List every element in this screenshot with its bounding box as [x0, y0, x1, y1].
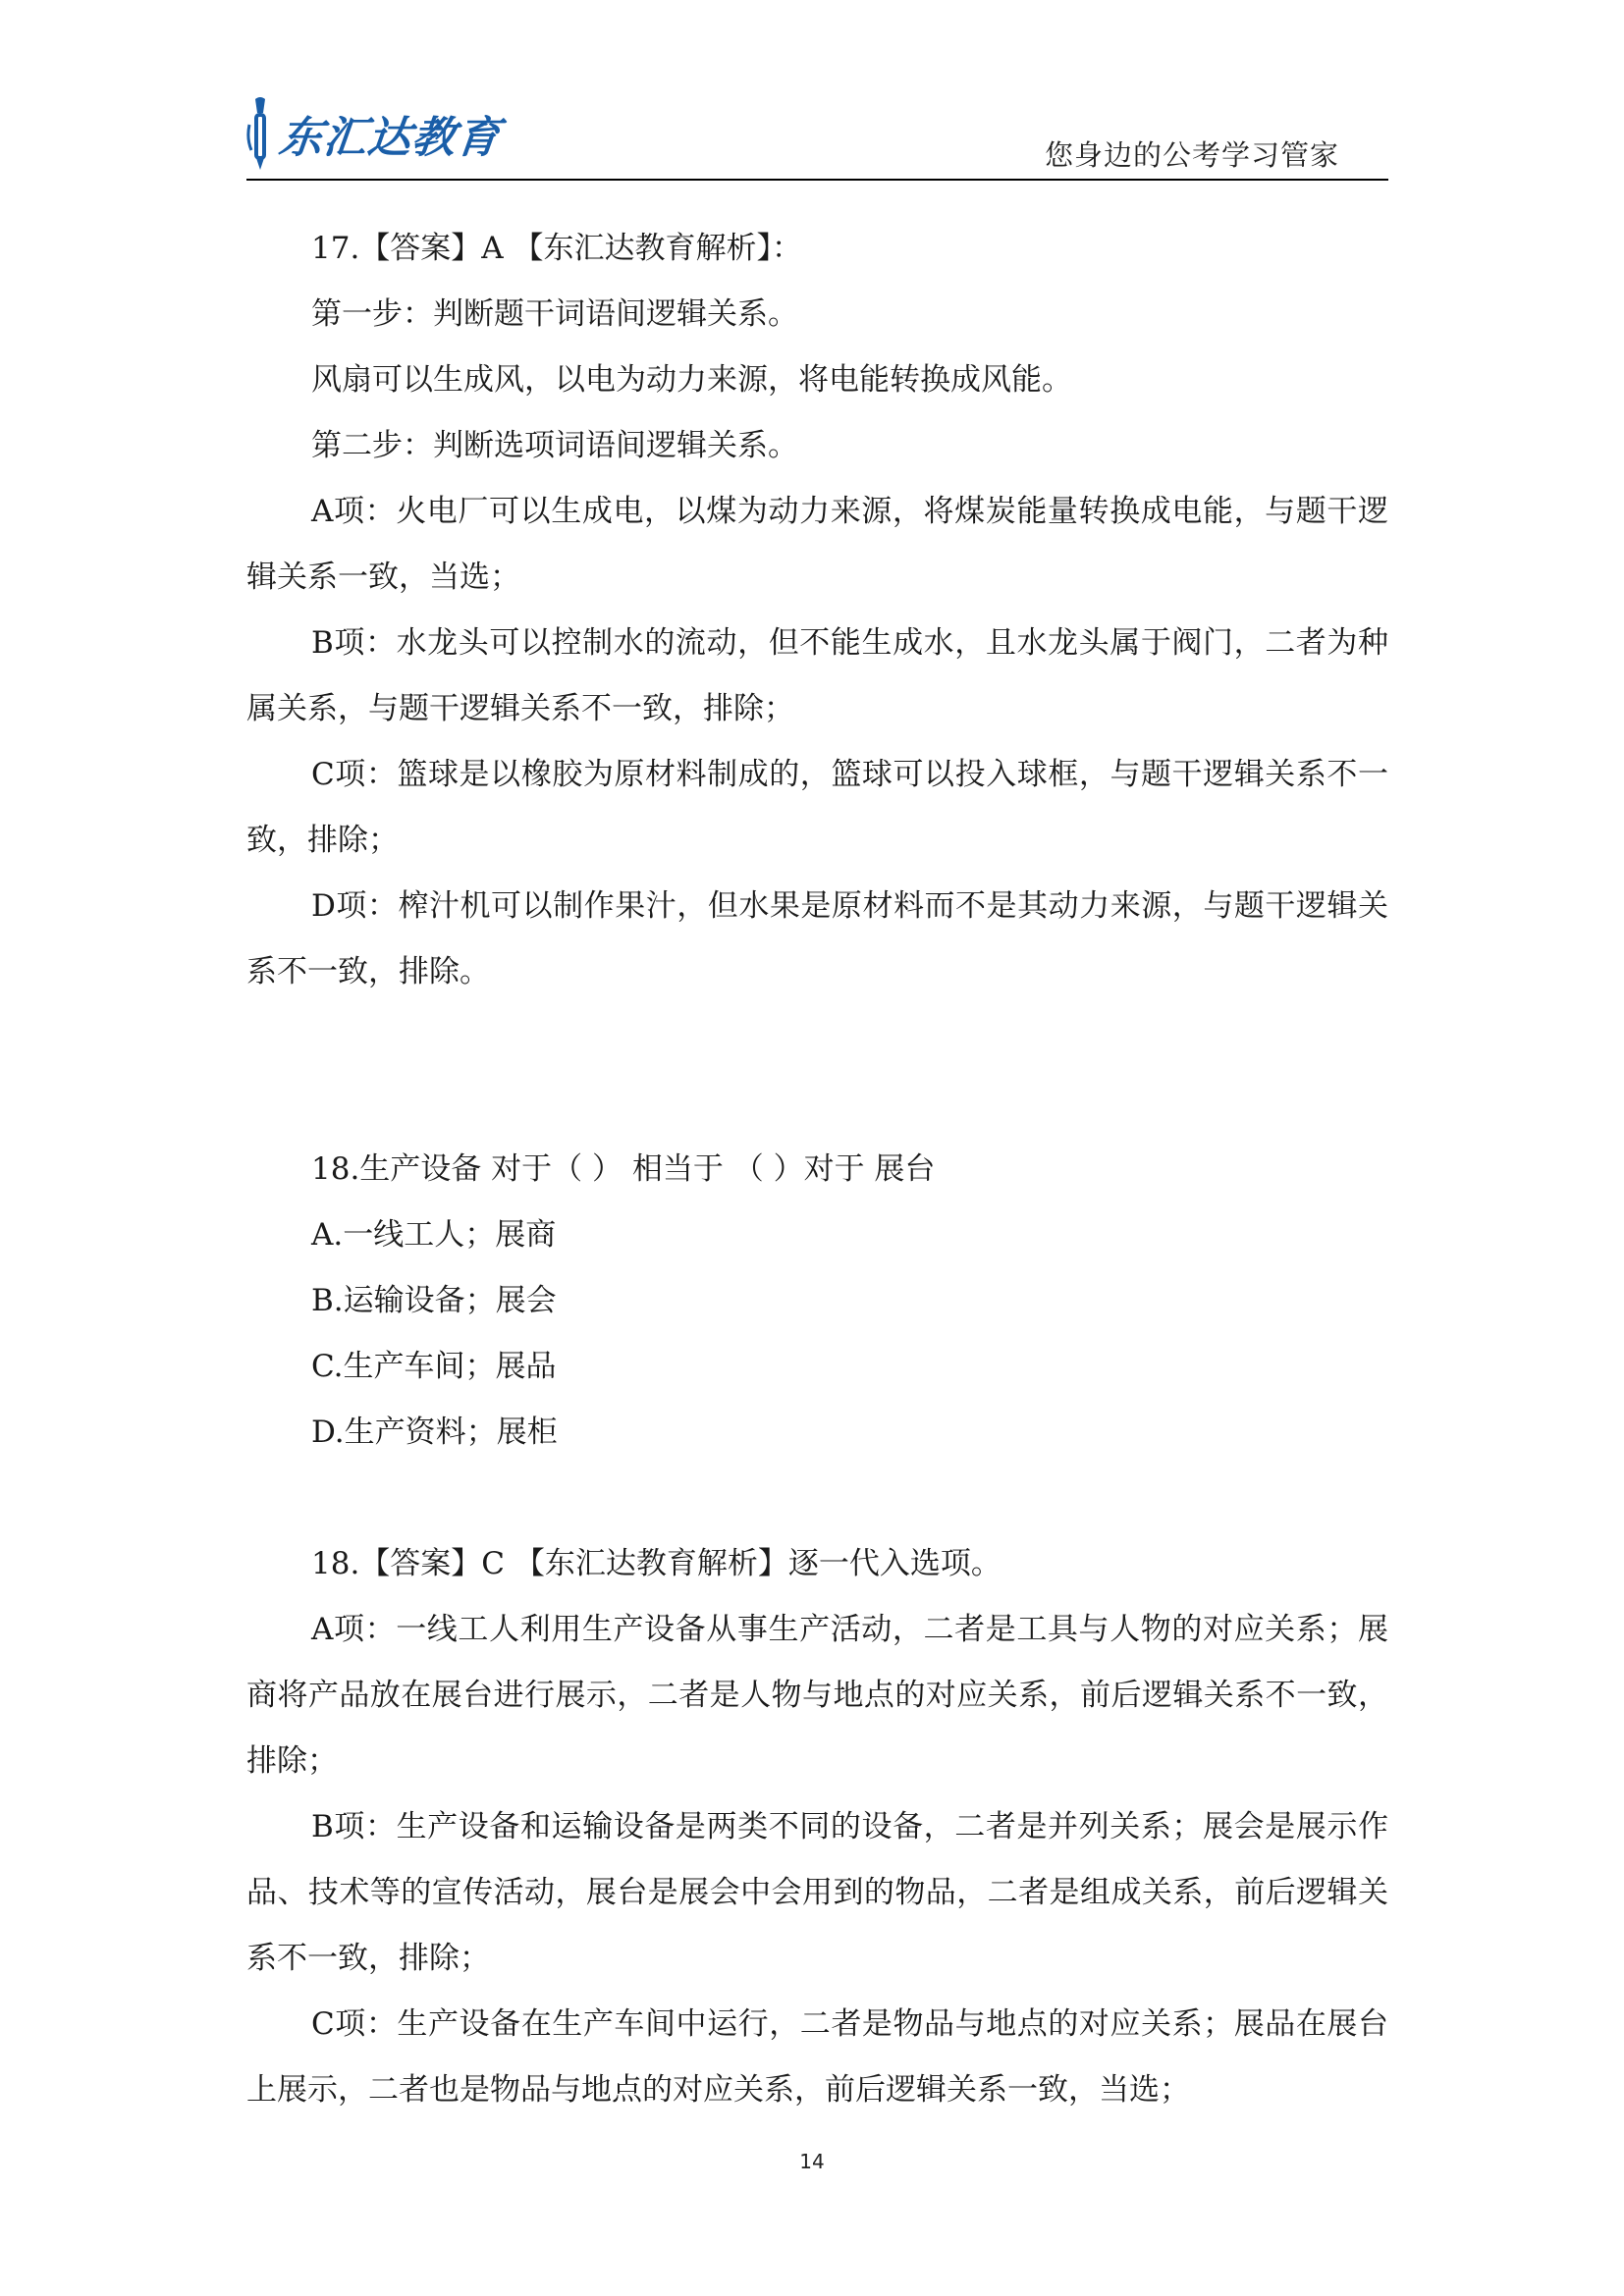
header-divider — [246, 179, 1388, 181]
page-header — [246, 86, 1388, 181]
q18-option-a: A.一线工人；展商 — [311, 1217, 557, 1253]
q17-answer-section — [246, 216, 1388, 1005]
q18-option-b: B.运输设备；展会 — [311, 1283, 557, 1318]
pen-logo-icon — [246, 95, 274, 172]
q17-option-b-analysis: B项：水龙头可以控制水的流动，但不能生成水，且水龙头属于阀门，二者为种属关系，与题干逻辑关系不一致，排除； — [246, 625, 1388, 726]
section-spacer — [246, 1466, 1388, 1531]
section-spacer — [246, 1005, 1388, 1137]
q18-option-c-analysis: C项：生产设备在生产车间中运行，二者是物品与地点的对应关系；展品在展台上展示，二者也是物品与地点的对应关系，前后逻辑关系一致，当选； — [246, 2006, 1388, 2108]
q18-stem: 18.生产设备 对于（ ） 相当于 （ ）对于 展台 — [311, 1151, 936, 1187]
q18-answer-section — [246, 1531, 1388, 2123]
q18-question-section — [246, 1137, 1388, 1466]
q18-option-c: C.生产车间；展品 — [311, 1349, 557, 1384]
q17-step-two: 第二步：判断选项词语间逻辑关系。 — [311, 428, 798, 463]
q18-answer-heading: 18.【答案】C 【东汇达教育解析】逐一代入选项。 — [311, 1546, 1001, 1581]
q17-option-d-analysis: D项：榨汁机可以制作果汁，但水果是原材料而不是其动力来源，与题干逻辑关系不一致，排除。 — [246, 888, 1388, 989]
brand-logo — [246, 94, 504, 173]
page-number: 14 — [799, 2150, 825, 2173]
q17-step-one: 第一步：判断题干词语间逻辑关系。 — [311, 296, 798, 332]
q17-option-a-analysis: A项：火电厂可以生成电，以煤为动力来源，将煤炭能量转换成电能，与题干逻辑关系一致，当选； — [246, 494, 1388, 595]
header-tagline: 您身边的公考学习管家 — [1044, 138, 1339, 172]
q17-stem-analysis: 风扇可以生成风，以电为动力来源，将电能转换成风能。 — [311, 362, 1072, 398]
document-body — [246, 216, 1388, 2123]
q17-answer-heading: 17.【答案】A 【东汇达教育解析】： — [311, 231, 803, 266]
logo-text: 东汇达教育 — [276, 113, 504, 163]
q18-option-b-analysis: B项：生产设备和运输设备是两类不同的设备，二者是并列关系；展会是展示作品、技术等的宣传活动，展台是展会中会用到的物品，二者是组成关系，前后逻辑关系不一致，排除； — [246, 1809, 1388, 1976]
q18-option-a-analysis: A项：一线工人利用生产设备从事生产活动，二者是工具与人物的对应关系；展商将产品放在展台进行展示，二者是人物与地点的对应关系，前后逻辑关系不一致，排除； — [246, 1612, 1388, 1779]
q18-option-d: D.生产资料；展柜 — [311, 1415, 558, 1450]
q17-option-c-analysis: C项：篮球是以橡胶为原材料制成的，篮球可以投入球框，与题干逻辑关系不一致，排除； — [246, 757, 1388, 858]
